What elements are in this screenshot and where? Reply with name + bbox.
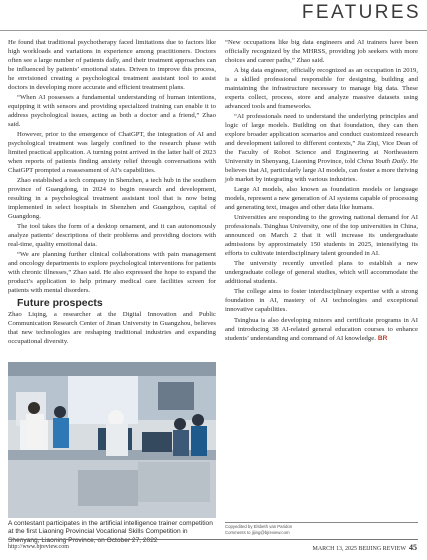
competition-photo-illustration bbox=[8, 362, 216, 518]
issue-date: MARCH 13, 2025 BEIJING REVIEW bbox=[312, 546, 406, 552]
article-paragraph: “When AI possesses a fundamental understanding of human intentions, equipping it with sensors and providing specialized training can enable it to address psychological issues, acting as both a doctor and a friend,” Zhao said. bbox=[8, 93, 216, 128]
article-paragraph: The tool takes the form of a desktop ornament, and it can autonomously analyze patients’ descriptions of their problems and providing doctors with real-time, quality emotional data. bbox=[8, 223, 216, 248]
footer-rule bbox=[8, 539, 418, 540]
credits bbox=[225, 522, 418, 536]
article-paragraph: Large AI models, also known as foundation models or language models, represent a new generation of AI systems capable of processing and generating text, images and other data like humans. bbox=[225, 186, 418, 211]
article-paragraph bbox=[225, 317, 418, 344]
section-label: FEATURES bbox=[301, 2, 421, 23]
article-paragraph: Zhao Liqing, a researcher at the Digital Innovation and Public Communication Research Center of Jinan University in Guangzhou, believes that new technologies are reshaping traditional industries and expanding occupational diversity. bbox=[8, 310, 216, 345]
footer-issue bbox=[313, 543, 418, 552]
article-paragraph: Zhao established a tech company in Shenzhen, a tech hub in the southern province of Guangdong, in 2024 to begin research and development, resulting in a psychological treatment assistant tool that is now being implemented in select hospitals in Shenzhen and Guangzhou, capital of Guangdong. bbox=[8, 177, 216, 220]
photo-caption: A contestant participates in the artificial intelligence trainer competition at the first Liaoning Provincial Vocational Skills Competition in Shenyang, Liaoning Province, on October 27, 2022 bbox=[8, 520, 213, 544]
article-paragraph: “We are planning further clinical collaborations with pain management and oncology departments to explore psychological interventions for patients with chronic illnesses,” Zhao said. He also expressed the hope to expand the product’s application to help primary medical care facilities screen for patients with mental disorders. bbox=[8, 251, 216, 294]
article-paragraph: The college aims to foster interdisciplinary expertise with a strong foundation in AI, mastery of AI technologies and exceptional innovative capabilities. bbox=[225, 288, 418, 314]
header-rule bbox=[0, 30, 427, 31]
footer-url: http://www.bjreview.com bbox=[8, 544, 69, 550]
quote-text-end: . He believes that AI, particularly large AI models, can foster a more thriving job market by integrating with various industries. bbox=[225, 157, 418, 183]
end-mark: BR bbox=[377, 334, 388, 342]
closing-text: Tsinghua is also developing minors and certificate programs in AI and introducing 38 AI-related general education courses to enhance students’ understanding and command of AI knowledge. bbox=[225, 316, 418, 342]
article-paragraph: However, prior to the emergence of ChatGPT, the integration of AI and psychological treatment was largely confined to the research phase with limited practical application. A turning point arrived in the latter half of 2023 when reports of patients finding anxiety relief through conversations with ChatGPT prompted a reassessment of AI’s capabilities. bbox=[8, 131, 216, 174]
subheading: Future prospects bbox=[17, 297, 103, 310]
quote-text: “AI professionals need to understand the underlying principles and logic of large models. Building on that foundation, they can then explore broader application scenarios and conduct customized research and development tailored to different contexts,” Jia Ziqi, Vice Dean of the Faculty of Robot Science and Engineering at Northeastern University in Shenyang, Liaoning Province, told bbox=[225, 113, 418, 165]
article-paragraph: The university recently unveiled plans to establish a new undergraduate college of general studies, which will accommodate the additional students. bbox=[225, 260, 418, 286]
page-number: 45 bbox=[409, 543, 417, 552]
competition-photo bbox=[8, 362, 216, 518]
publication-name: China Youth Daily bbox=[357, 157, 407, 165]
left-column bbox=[8, 39, 216, 348]
article-paragraph: A big data engineer, officially recognized as an occupation in 2019, is a skilled professional responsible for designing, building and maintaining the infrastructure necessary to manage big data. These experts collect, process, store and analyze massive datasets using advanced tools and frameworks. bbox=[225, 67, 418, 110]
copyedit-credit: Copyedited by Elsbeth van Paridon bbox=[225, 522, 418, 530]
article-paragraph bbox=[225, 113, 418, 184]
right-column bbox=[225, 39, 418, 345]
article-paragraph: “New occupations like big data engineers and AI trainers have been officially recognized by the MHRSS, providing job seekers with more choices and career paths,” Zhao said. bbox=[225, 39, 418, 64]
article-paragraph: He found that traditional psychotherapy faced limitations due to factors like high workloads and variations in experience among practitioners. Doctors often see a large number of patients daily, and their treatment approaches can be influenced by patients’ emotional states. Driven to improve this process, he envisioned creating a psychological treatment assistant tool to assist doctors in developing more accurate and efficient treatment plans. bbox=[8, 39, 216, 91]
article-paragraph: Universities are responding to the growing national demand for AI professionals. Tsinghua University, one of the top universities in China, announced on March 2 that it will increase its undergraduate admissions by approximately 150 students in 2025, intensifying its efforts to cultivate interdisciplinary talent grounded in AI. bbox=[225, 214, 418, 257]
comments-email: Comments to jijing@bjreview.com bbox=[225, 530, 290, 535]
